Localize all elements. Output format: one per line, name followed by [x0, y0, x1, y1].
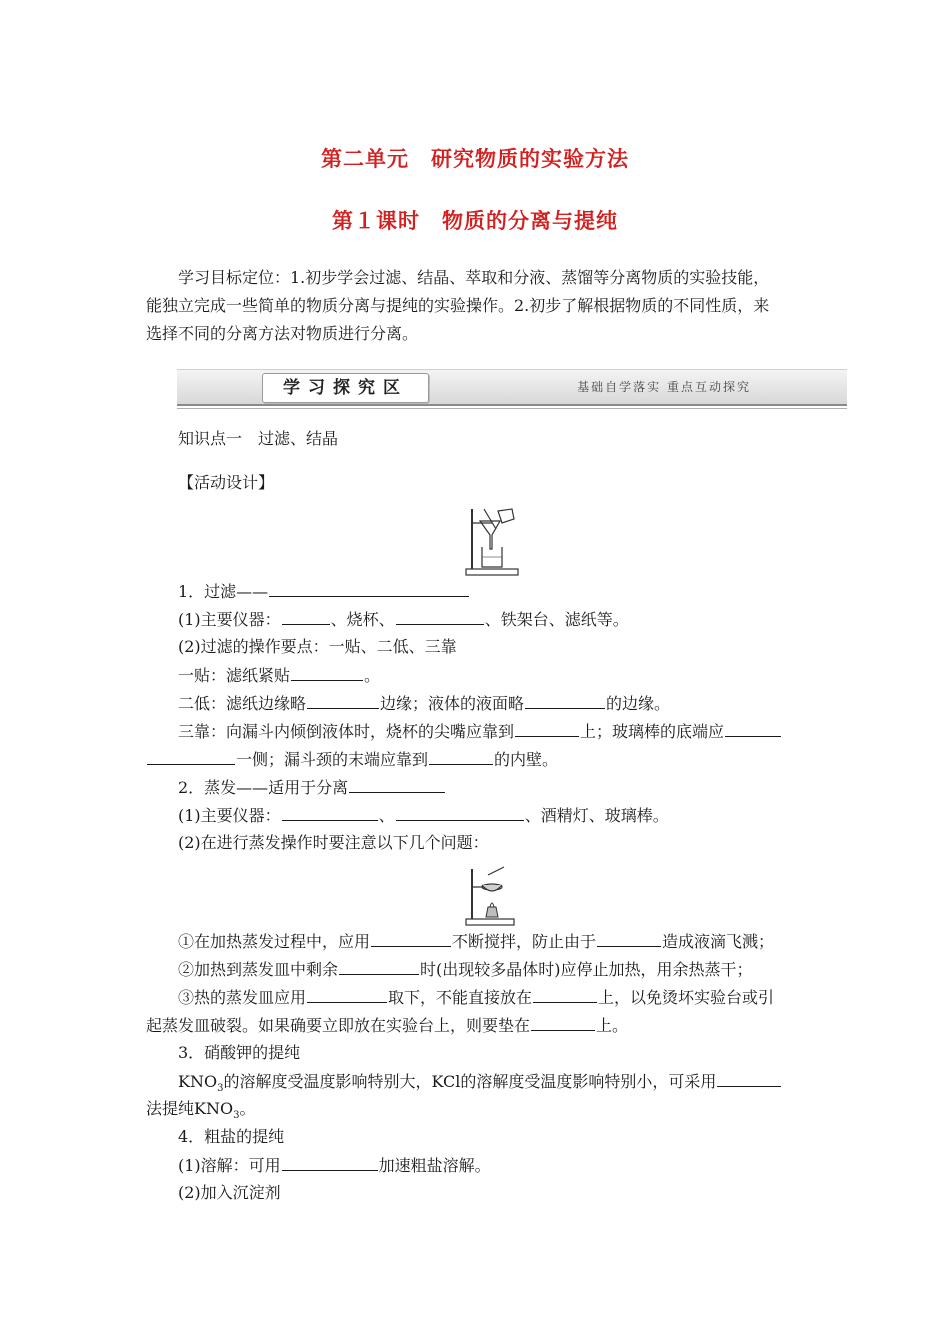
evaporation-heading	[178, 777, 446, 798]
answer-blank[interactable]	[349, 777, 445, 793]
answer-blank[interactable]	[371, 931, 451, 947]
answer-blank[interactable]	[269, 581, 469, 597]
knowledge-point-heading: 知识点一 过滤、结晶	[178, 429, 339, 448]
answer-blank[interactable]	[429, 749, 493, 765]
text-segment: 、烧杯、	[330, 610, 395, 629]
text-segment: 三靠：向漏斗内倾倒液体时，烧杯的尖嘴应靠到	[178, 722, 515, 741]
filtration-instruments	[178, 609, 629, 630]
kno3-line-2	[146, 1099, 255, 1126]
text-segment: (1)主要仪器：	[178, 610, 281, 629]
text-segment: (1)溶解：可用	[178, 1156, 281, 1175]
answer-blank[interactable]	[282, 1155, 378, 1171]
filtration-apparatus-figure	[462, 505, 526, 577]
answer-blank[interactable]	[597, 931, 661, 947]
answer-blank[interactable]	[307, 693, 379, 709]
kno3-line-1	[178, 1071, 782, 1099]
text-segment: KNO	[178, 1072, 218, 1091]
text-segment: 2．蒸发——适用于分离	[178, 778, 349, 797]
text-segment: 取下，不能直接放在	[388, 988, 533, 1007]
answer-blank[interactable]	[531, 1015, 595, 1031]
evaporation-note-2	[178, 959, 753, 980]
banner-tagline: 基础自学落实 重点互动探究	[577, 380, 751, 394]
text-segment: 的内壁。	[494, 750, 559, 769]
filtration-heading	[178, 581, 470, 602]
text-segment: 一侧；漏斗颈的末端应靠到	[236, 750, 429, 769]
text-segment: ③热的蒸发皿应用	[178, 988, 307, 1007]
subscript: 3	[217, 1083, 224, 1095]
text-segment: 一贴：滤纸紧贴	[178, 666, 291, 685]
objectives-line-2: 能独立完成一些简单的物质分离与提纯的实验操作。2.初步了解根据物质的不同性质，来	[146, 296, 770, 315]
filtration-one-stick	[178, 665, 380, 686]
answer-blank[interactable]	[396, 609, 484, 625]
text-segment: 、	[378, 806, 395, 825]
answer-blank[interactable]	[339, 959, 419, 975]
text-segment: 的边缘。	[606, 694, 671, 713]
text-segment: 、酒精灯、玻璃棒。	[524, 806, 669, 825]
answer-blank[interactable]	[396, 805, 524, 821]
text-segment: (1)主要仪器：	[178, 806, 281, 825]
objectives-line-1: 学习目标定位：1.初步学会过滤、结晶、萃取和分液、蒸馏等分离物质的实验技能，	[178, 268, 770, 287]
filtration-three-lean-cont	[146, 749, 558, 770]
answer-blank[interactable]	[533, 987, 597, 1003]
evaporation-note-3	[178, 987, 774, 1008]
unit-title: 第二单元 研究物质的实验方法	[321, 147, 629, 171]
text-segment: 上。	[596, 1016, 629, 1035]
answer-blank[interactable]	[282, 805, 378, 821]
text-segment: 、铁架台、滤纸等。	[484, 610, 629, 629]
answer-blank[interactable]	[291, 665, 363, 681]
text-segment: ②加热到蒸发皿中剩余	[178, 960, 339, 979]
text-segment: 。	[239, 1099, 256, 1118]
objectives-line-3: 选择不同的分离方法对物质进行分离。	[146, 324, 419, 343]
text-segment: 起蒸发皿破裂。如果确要立即放在实验台上，则要垫在	[146, 1016, 531, 1035]
evaporation-instruments	[178, 805, 669, 826]
answer-blank[interactable]	[307, 987, 387, 1003]
text-segment: 边缘；液体的液面略	[380, 694, 525, 713]
evaporation-note-3-cont	[146, 1015, 628, 1036]
filtration-three-lean	[178, 721, 782, 742]
evaporation-note-1	[178, 931, 774, 952]
text-segment: 上，以免烫坏实验台或引	[598, 988, 775, 1007]
text-segment: 加速粗盐溶解。	[378, 1156, 491, 1175]
salt-line-2: (2)加入沉淀剂	[178, 1183, 281, 1202]
text-segment: 上；玻璃棒的底端应	[580, 722, 725, 741]
salt-heading: 4．粗盐的提纯	[178, 1127, 285, 1146]
answer-blank[interactable]	[515, 721, 579, 737]
banner-rule-thin	[177, 408, 847, 409]
banner-tab-label: 学习探究区	[262, 373, 429, 403]
salt-line-1	[178, 1155, 491, 1176]
evaporation-apparatus-figure	[462, 865, 520, 927]
answer-blank[interactable]	[282, 609, 330, 625]
text-segment: 。	[364, 666, 381, 685]
text-segment: 时(出现较多晶体时)应停止加热，用余热蒸干；	[420, 960, 753, 979]
filtration-points: (2)过滤的操作要点：一贴、二低、三靠	[178, 637, 457, 656]
subscript: 3	[233, 1110, 240, 1122]
kno3-heading: 3．硝酸钾的提纯	[178, 1043, 301, 1062]
filtration-heading-text: 1．过滤——	[178, 582, 269, 601]
answer-blank[interactable]	[725, 721, 781, 737]
banner-rule	[177, 404, 847, 406]
text-segment: 不断搅拌，防止由于	[452, 932, 597, 951]
text-segment: 造成液滴飞溅；	[662, 932, 775, 951]
answer-blank[interactable]	[525, 693, 605, 709]
text-segment: ①在加热蒸发过程中，应用	[178, 932, 371, 951]
answer-blank[interactable]	[147, 749, 235, 765]
text-segment: 法提纯KNO	[146, 1099, 234, 1118]
evaporation-notes-heading: (2)在进行蒸发操作时要注意以下几个问题：	[178, 833, 489, 852]
answer-blank[interactable]	[717, 1071, 781, 1087]
lesson-title: 第１课时 物质的分离与提纯	[332, 209, 618, 233]
text-segment: 的溶解度受温度影响特别大，KCl的溶解度受温度影响特别小，可采用	[223, 1072, 717, 1091]
text-segment: 二低：滤纸边缘略	[178, 694, 307, 713]
activity-heading: 【活动设计】	[178, 473, 275, 492]
filtration-two-low	[178, 693, 670, 714]
section-banner	[177, 369, 847, 409]
